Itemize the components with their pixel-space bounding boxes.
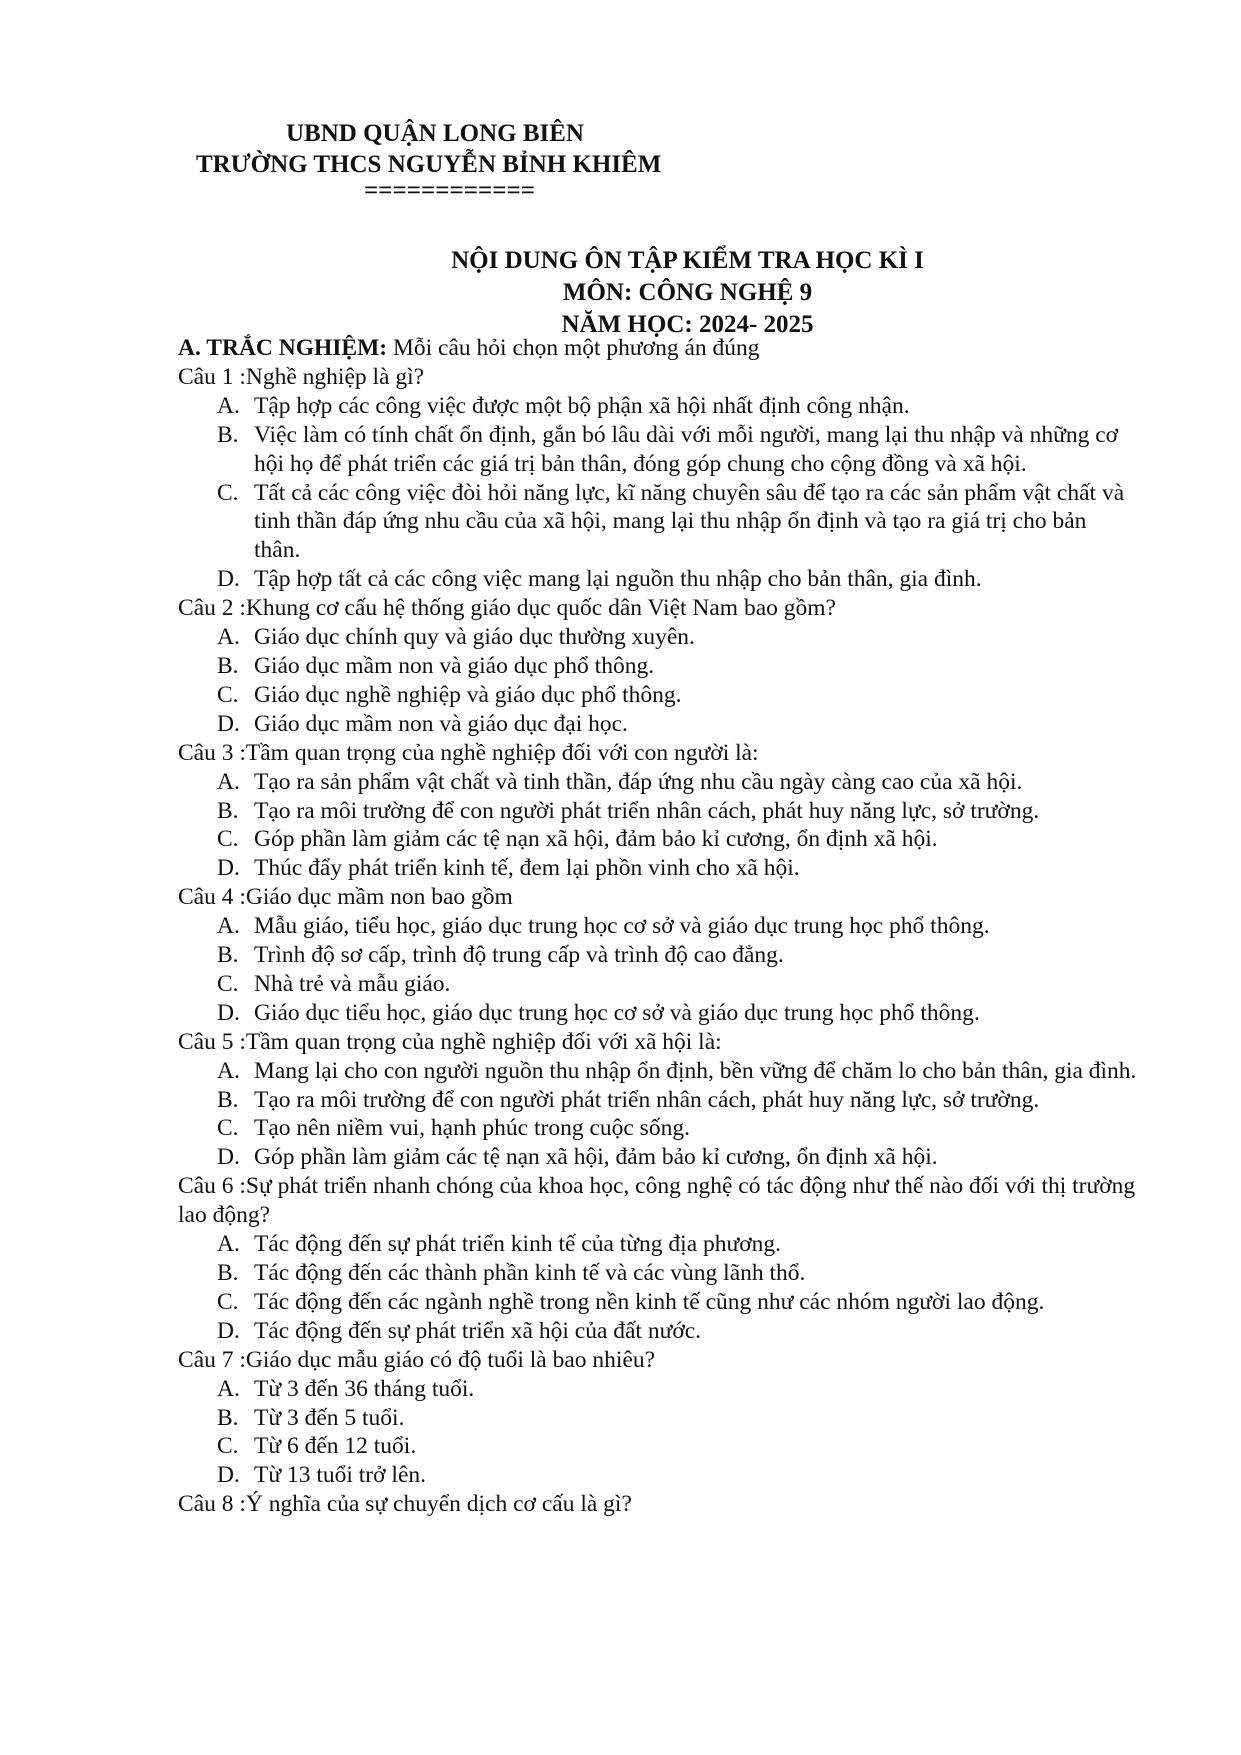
option-text: Từ 6 đến 12 tuổi.	[254, 1433, 417, 1460]
option-item	[217, 854, 1138, 883]
option-key: D.	[217, 855, 240, 882]
question-text: Câu 1 :Nghề nghiệp là gì?	[178, 363, 425, 390]
district-name: UBND QUẬN LONG BIÊN	[286, 120, 584, 147]
option-text: Từ 13 tuổi trở lên.	[254, 1462, 427, 1489]
option-item	[217, 999, 1138, 1028]
option-key: A.	[217, 913, 240, 940]
option-text: Mang lại cho con người nguồn thu nhập ổn định, bền vững để chăm lo cho bản thân, gia đình.	[254, 1057, 1137, 1084]
option-item	[217, 421, 1138, 479]
option-key: D.	[217, 999, 240, 1026]
option-item	[217, 1259, 1138, 1288]
questions-content	[178, 334, 1138, 1519]
option-item	[217, 912, 1138, 941]
option-list	[178, 1230, 1138, 1346]
question-text: Câu 6 :Sự phát triển nhanh chóng của khoa học, công nghệ có tác động như thế nào đối với thị trường lao động?	[178, 1173, 1136, 1229]
option-item	[217, 1432, 1138, 1461]
option-item	[217, 1317, 1138, 1346]
option-text: Tập hợp các công việc được một bộ phận xã hội nhất định công nhận.	[254, 392, 910, 419]
school-header	[196, 118, 716, 202]
option-key: B.	[217, 942, 239, 969]
option-item	[217, 1057, 1138, 1086]
question-block	[178, 1346, 1138, 1491]
option-key: A.	[217, 392, 240, 419]
option-text: Tạo ra môi trường để con người phát triển nhân cách, phát huy năng lực, sở trường.	[254, 1086, 1040, 1113]
question-block	[178, 1172, 1138, 1345]
option-text: Tác động đến sự phát triển xã hội của đất nước.	[254, 1317, 702, 1344]
option-list	[178, 912, 1138, 1028]
option-text: Giáo dục mầm non và giáo dục phổ thông.	[254, 652, 655, 679]
option-key: B.	[217, 1404, 239, 1431]
option-key: B.	[217, 1260, 239, 1286]
question-text: Câu 8 :Ý nghĩa của sự chuyển dịch cơ cấu là gì?	[178, 1491, 632, 1518]
option-text: Tác động đến các thành phần kinh tế và các vùng lãnh thổ.	[254, 1260, 806, 1286]
option-key: D.	[217, 566, 240, 593]
option-key: C.	[217, 681, 239, 708]
option-item	[217, 1086, 1138, 1115]
option-key: B.	[217, 652, 239, 679]
option-text: Tạo ra sản phẩm vật chất và tinh thần, đáp ứng nhu cầu ngày càng cao của xã hội.	[254, 768, 1023, 795]
option-item	[217, 565, 1138, 594]
question-block	[178, 363, 1138, 594]
option-text: Giáo dục tiểu học, giáo dục trung học cơ sở và giáo dục trung học phổ thông.	[254, 999, 980, 1026]
option-item	[217, 1143, 1138, 1172]
option-key: A.	[217, 1375, 240, 1402]
option-key: C.	[217, 479, 239, 506]
option-key: D.	[217, 710, 240, 737]
document-titles	[0, 245, 1241, 341]
option-text: Mẫu giáo, tiểu học, giáo dục trung học cơ sở và giáo dục trung học phổ thông.	[254, 913, 990, 940]
question-text: Câu 7 :Giáo dục mẫu giáo có độ tuổi là bao nhiêu?	[178, 1346, 656, 1373]
option-item	[217, 970, 1138, 999]
option-text: Tập hợp tất cả các công việc mang lại nguồn thu nhập cho bản thân, gia đình.	[254, 566, 982, 593]
option-text: Từ 3 đến 36 tháng tuổi.	[254, 1375, 475, 1402]
option-text: Thúc đẩy phát triển kinh tế, đem lại phồn vinh cho xã hội.	[254, 855, 800, 882]
option-item	[217, 392, 1138, 421]
option-key: C.	[217, 1288, 239, 1315]
question-block	[178, 739, 1138, 884]
option-key: C.	[217, 826, 239, 853]
question-text: Câu 3 :Tầm quan trọng của nghề nghiệp đối với con người là:	[178, 739, 759, 766]
section-instruction: Mỗi câu hỏi chọn một phương án đúng	[387, 335, 760, 361]
option-key: A.	[217, 1057, 240, 1084]
question-list	[178, 363, 1138, 1519]
option-key: B.	[217, 421, 239, 448]
option-text: Từ 3 đến 5 tuổi.	[254, 1404, 405, 1431]
option-item	[217, 825, 1138, 854]
option-item	[217, 1404, 1138, 1433]
option-text: Giáo dục mầm non và giáo dục đại học.	[254, 710, 628, 737]
option-key: C.	[217, 1115, 239, 1142]
subject-title: MÔN: CÔNG NGHỆ 9	[562, 279, 813, 306]
option-key: A.	[217, 768, 240, 795]
option-text: Góp phần làm giảm các tệ nạn xã hội, đảm bảo kỉ cương, ổn định xã hội.	[254, 826, 938, 853]
option-text: Giáo dục chính quy và giáo dục thường xuyên.	[254, 624, 695, 651]
option-item	[217, 1114, 1138, 1143]
option-list	[178, 623, 1138, 739]
question-text: Câu 5 :Tầm quan trọng của nghề nghiệp đối với xã hội là:	[178, 1028, 722, 1055]
question-block	[178, 883, 1138, 1028]
option-list	[178, 1375, 1138, 1491]
option-text: Góp phần làm giảm các tệ nạn xã hội, đảm bảo kỉ cương, ổn định xã hội.	[254, 1144, 938, 1171]
section-label: A. TRẮC NGHIỆM:	[178, 335, 388, 361]
question-block	[178, 1490, 1138, 1519]
option-list	[178, 768, 1138, 884]
option-item	[217, 623, 1138, 652]
option-text: Tác động đến các ngành nghề trong nền kinh tế cũng như các nhóm người lao động.	[254, 1288, 1045, 1315]
option-item	[217, 768, 1138, 797]
option-key: C.	[217, 970, 239, 997]
option-item	[217, 1230, 1138, 1259]
school-name: TRƯỜNG THCS NGUYỄN BỈNH KHIÊM	[196, 151, 662, 178]
section-heading	[178, 334, 1138, 363]
option-key: A.	[217, 624, 240, 651]
question-text: Câu 4 :Giáo dục mầm non bao gồm	[178, 884, 513, 911]
header-separator: ============	[364, 177, 535, 204]
option-text: Việc làm có tính chất ổn định, gắn bó lâu dài với mỗi người, mang lại thu nhập và những cơ hội họ để phát triển các giá trị bản thân, đóng góp chung cho cộng đồng và xã hội.	[254, 421, 1119, 477]
option-key: D.	[217, 1144, 240, 1171]
option-text: Trình độ sơ cấp, trình độ trung cấp và trình độ cao đẳng.	[254, 942, 784, 969]
option-item	[217, 710, 1138, 739]
document-title: NỘI DUNG ÔN TẬP KIỂM TRA HỌC KÌ I	[451, 247, 924, 274]
school-year-title: NĂM HỌC: 2024- 2025	[561, 311, 814, 338]
question-block	[178, 594, 1138, 739]
option-item	[217, 1461, 1138, 1490]
option-text: Tác động đến sự phát triển kinh tế của từng địa phương.	[254, 1231, 782, 1258]
option-item	[217, 479, 1138, 566]
option-key: D.	[217, 1317, 240, 1344]
option-text: Tạo ra môi trường để con người phát triển nhân cách, phát huy năng lực, sở trường.	[254, 797, 1040, 824]
option-item	[217, 1375, 1138, 1404]
option-item	[217, 797, 1138, 826]
question-block	[178, 1028, 1138, 1173]
option-text: Tạo nên niềm vui, hạnh phúc trong cuộc sống.	[254, 1115, 690, 1142]
option-key: A.	[217, 1231, 240, 1258]
option-item	[217, 1288, 1138, 1317]
option-item	[217, 681, 1138, 710]
option-key: C.	[217, 1433, 239, 1460]
option-item	[217, 941, 1138, 970]
question-text: Câu 2 :Khung cơ cấu hệ thống giáo dục quốc dân Việt Nam bao gồm?	[178, 595, 836, 622]
option-text: Giáo dục nghề nghiệp và giáo dục phổ thông.	[254, 681, 682, 708]
option-list	[178, 1057, 1138, 1173]
option-key: B.	[217, 1086, 239, 1113]
option-text: Tất cả các công việc đòi hỏi năng lực, kĩ năng chuyên sâu để tạo ra các sản phẩm vật chất và tinh thần đáp ứng nhu cầu của xã hội, mang lại thu nhập ổn định và tạo ra giá trị cho bản thân.	[254, 479, 1125, 564]
option-key: D.	[217, 1462, 240, 1489]
option-key: B.	[217, 797, 239, 824]
option-list	[178, 392, 1138, 594]
option-item	[217, 652, 1138, 681]
option-text: Nhà trẻ và mẫu giáo.	[254, 970, 451, 997]
